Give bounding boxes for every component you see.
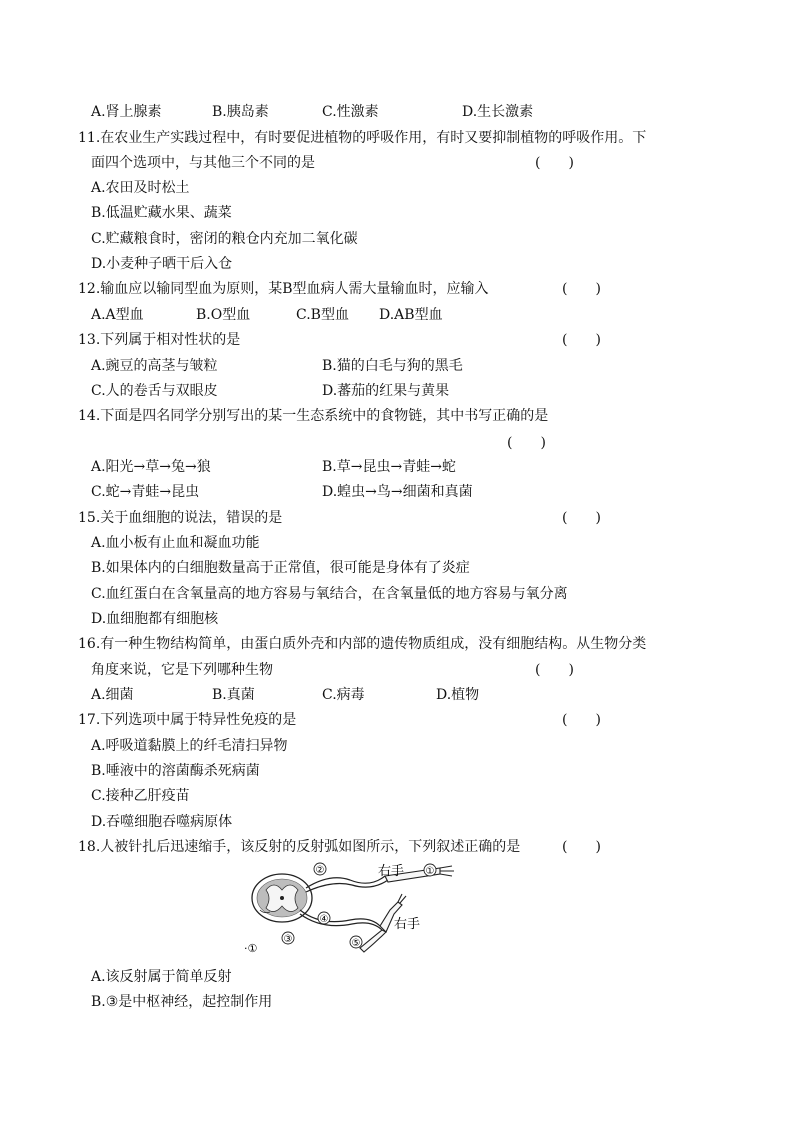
label-2: ② (315, 865, 325, 876)
q15-answer-paren: ( ) (562, 510, 601, 526)
label-1-stray: ·① (244, 942, 258, 955)
q10-option-a: A.肾上腺素 (91, 104, 162, 120)
label-4: ④ (319, 914, 329, 925)
q18-answer-paren: ( ) (562, 839, 601, 855)
q14-option-b: B.草→昆虫→青蛙→蛇 (322, 459, 456, 475)
q15-option-a: A.血小板有止血和凝血功能 (91, 535, 260, 551)
q16-stem-line1: 16.有一种生物结构简单，由蛋白质外壳和内部的遗传物质组成，没有细胞结构。从生物分类 (78, 636, 647, 652)
q11-answer-paren: ( ) (535, 155, 574, 171)
q15-option-d: D.血细胞都有细胞核 (91, 611, 219, 627)
q15-stem: 15.关于血细胞的说法，错误的是 (78, 510, 283, 526)
q12-option-d: D.AB型血 (379, 307, 443, 323)
q16-option-c: C.病毒 (322, 687, 365, 703)
q12-option-a: A.A型血 (91, 307, 144, 323)
q10-option-d: D.生长激素 (462, 104, 534, 120)
q12-answer-paren: ( ) (562, 281, 601, 297)
q10-option-b: B.胰岛素 (212, 104, 269, 120)
q16-option-b: B.真菌 (212, 687, 255, 703)
label-3: ③ (283, 934, 293, 945)
label-1: ① (425, 866, 435, 877)
q13-stem: 13.下列属于相对性状的是 (78, 332, 241, 348)
q16-option-a: A.细菌 (91, 687, 134, 703)
q14-stem: 14.下面是四名同学分别写出的某一生态系统中的食物链，其中书写正确的是 (78, 408, 549, 424)
reflex-arc-diagram (240, 858, 470, 958)
q13-option-c: C.人的卷舌与双眼皮 (91, 383, 218, 399)
q13-option-b: B.猫的白毛与狗的黑毛 (322, 358, 463, 374)
q16-option-d: D.植物 (436, 687, 480, 703)
q11-stem-line2: 面四个选项中，与其他三个不同的是 (91, 155, 315, 171)
q18-option-b: B.③是中枢神经，起控制作用 (91, 994, 273, 1010)
q17-option-d: D.吞噬细胞吞噬病原体 (91, 814, 233, 830)
q12-option-c: C.B型血 (296, 307, 349, 323)
q17-option-a: A.呼吸道黏膜上的纤毛清扫异物 (91, 738, 288, 754)
q17-answer-paren: ( ) (562, 712, 601, 728)
q11-option-d: D.小麦种子晒干后入仓 (91, 256, 233, 272)
q12-stem: 12.输血应以输同型血为原则，某B型血病人需大量输血时，应输入 (78, 281, 489, 297)
q14-option-a: A.阳光→草→兔→狼 (91, 459, 211, 475)
nerve-fibers (300, 876, 388, 930)
q13-answer-paren: ( ) (562, 332, 601, 348)
q15-option-c: C.血红蛋白在含氧量高的地方容易与氧结合，在含氧量低的地方容易与氧分离 (91, 586, 568, 602)
q13-option-a: A.豌豆的高茎与皱粒 (91, 358, 218, 374)
q17-stem: 17.下列选项中属于特异性免疫的是 (78, 712, 297, 728)
q16-answer-paren: ( ) (535, 662, 574, 678)
q14-option-d: D.蝗虫→鸟→细菌和真菌 (322, 484, 473, 500)
label-right-hand-lower: 右手 (394, 917, 421, 932)
q17-option-c: C.接种乙肝疫苗 (91, 788, 190, 804)
q10-option-c: C.性激素 (322, 104, 379, 120)
q16-stem-line2: 角度来说，它是下列哪种生物 (91, 662, 273, 678)
q11-option-a: A.农田及时松土 (91, 180, 190, 196)
q18-stem: 18.人被针扎后迅速缩手，该反射的反射弧如图所示，下列叙述正确的是 (78, 839, 521, 855)
q11-option-c: C.贮藏粮食时，密闭的粮仓内充加二氧化碳 (91, 231, 358, 247)
label-right-hand-upper: 右手 (378, 864, 405, 879)
q18-option-a: A.该反射属于简单反射 (91, 969, 232, 985)
q14-answer-paren: ( ) (507, 435, 546, 451)
q17-option-b: B.唾液中的溶菌酶杀死病菌 (91, 763, 260, 779)
spinal-cord-icon (252, 874, 312, 922)
q11-option-b: B.低温贮藏水果、蔬菜 (91, 205, 232, 221)
label-5: ⑤ (351, 938, 361, 949)
q11-stem-line1: 11.在农业生产实践过程中，有时要促进植物的呼吸作用，有时又要抑制植物的呼吸作用。下 (78, 130, 647, 146)
q12-option-b: B.O型血 (196, 307, 251, 323)
q15-option-b: B.如果体内的白细胞数量高于正常值，很可能是身体有了炎症 (91, 560, 470, 576)
q13-option-d: D.蕃茄的红果与黄果 (322, 383, 450, 399)
q14-option-c: C.蛇→青蛙→昆虫 (91, 484, 200, 500)
